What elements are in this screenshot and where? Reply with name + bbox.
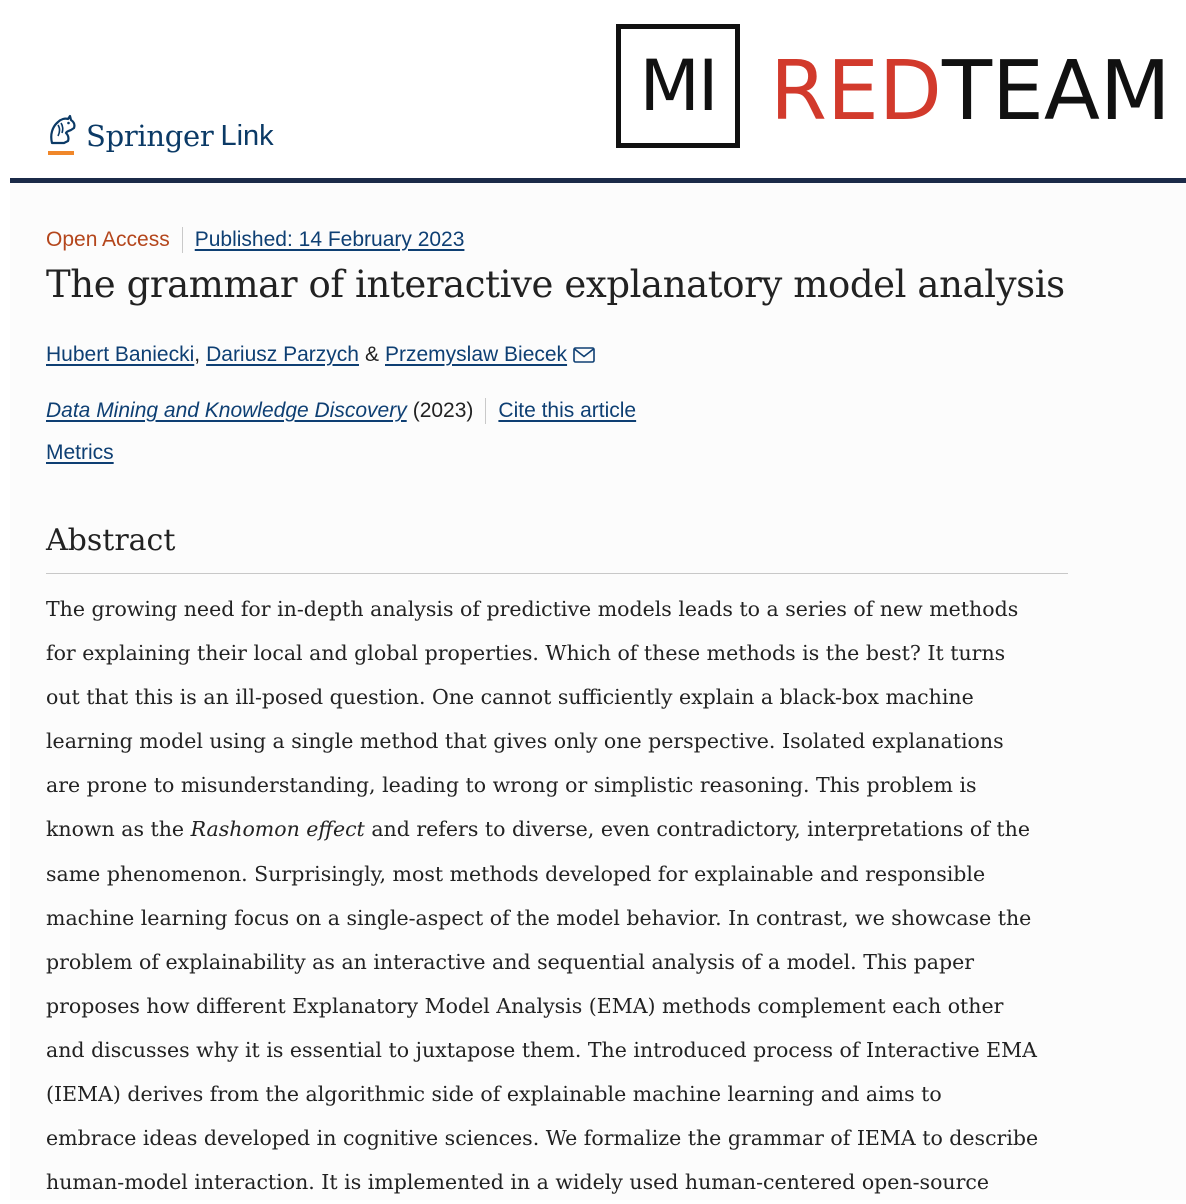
abstract-line: (IEMA) derives from the algorithmic side of explainable machine learning and aims to xyxy=(46,1082,942,1107)
abstract-line-part: and refers to diverse, even contradictory, interpretations of the xyxy=(364,817,1030,842)
abstract-line: same phenomenon. Surprisingly, most methods developed for explainable and responsible xyxy=(46,861,986,886)
redteam-red-text: RED xyxy=(770,44,942,139)
abstract-line: proposes how different Explanatory Model Analysis (EMA) methods complement each other xyxy=(46,993,1004,1018)
redteam-wordmark xyxy=(770,42,1171,142)
site-header xyxy=(0,0,1186,184)
journal-row xyxy=(46,398,636,424)
author-list xyxy=(46,343,595,367)
abstract-line: machine learning focus on a single-aspect of the model behavior. In contrast, we showcase the xyxy=(46,905,1032,930)
author-link-baniecki[interactable]: Hubert Baniecki xyxy=(46,343,195,366)
springer-link-word: Link xyxy=(220,119,274,152)
mi-redteam-logo-box xyxy=(616,24,740,148)
abstract-rule xyxy=(46,573,1068,574)
author-separator-amp: & xyxy=(364,343,379,366)
author-separator-comma: , xyxy=(194,343,201,366)
abstract-line: for explaining their local and global properties. Which of these methods is the best? It turns xyxy=(46,641,1006,666)
open-access-label: Open Access xyxy=(46,228,170,251)
article-title: The grammar of interactive explanatory model analysis xyxy=(46,263,1065,306)
abstract-line: human-model interaction. It is implemented in a widely used human-centered open-source xyxy=(46,1170,990,1195)
springer-wordmark: Springer xyxy=(86,119,214,153)
abstract-line: embrace ideas developed in cognitive sciences. We formalize the grammar of IEMA to describe xyxy=(46,1126,1039,1151)
springer-link-logo[interactable] xyxy=(44,112,274,160)
article-meta-row xyxy=(46,227,464,253)
abstract-text xyxy=(46,587,1076,1204)
journal-link[interactable]: Data Mining and Knowledge Discovery xyxy=(46,399,407,422)
abstract-line: are prone to misunderstanding, leading to wrong or simplistic reasoning. This problem is xyxy=(46,773,977,798)
redteam-black-text: TEAM xyxy=(941,44,1171,139)
journal-year: (2023) xyxy=(412,399,474,422)
springer-horse-icon xyxy=(44,113,80,159)
cite-article-link[interactable]: Cite this article xyxy=(498,399,637,422)
journal-separator xyxy=(485,398,486,424)
meta-separator xyxy=(182,227,183,253)
author-link-biecek[interactable]: Przemyslaw Biecek xyxy=(385,343,568,366)
abstract-line: problem of explainability as an interactive and sequential analysis of a model. This paper xyxy=(46,949,975,974)
mi-logo-text: MI xyxy=(639,45,717,127)
abstract-line: and discusses why it is essential to juxtapose them. The introduced process of Interactive EMA xyxy=(46,1037,1037,1062)
article-panel xyxy=(10,183,1186,1200)
abstract-line: out that this is an ill-posed question. One cannot sufficiently explain a black-box machine xyxy=(46,685,974,710)
metrics-link[interactable]: Metrics xyxy=(46,441,114,464)
abstract-line: learning model using a single method that gives only one perspective. Isolated explanations xyxy=(46,729,1004,754)
rashomon-effect-term: Rashomon effect xyxy=(190,817,365,842)
abstract-line-rashomon xyxy=(46,807,1076,851)
abstract-line: The growing need for in-depth analysis of predictive models leads to a series of new methods xyxy=(46,597,1019,621)
abstract-line-part: known as the xyxy=(46,817,191,842)
published-date-link[interactable]: Published: 14 February 2023 xyxy=(194,228,465,251)
author-link-parzych[interactable]: Dariusz Parzych xyxy=(206,343,359,366)
abstract-heading: Abstract xyxy=(46,523,176,558)
mail-icon[interactable] xyxy=(573,347,595,363)
